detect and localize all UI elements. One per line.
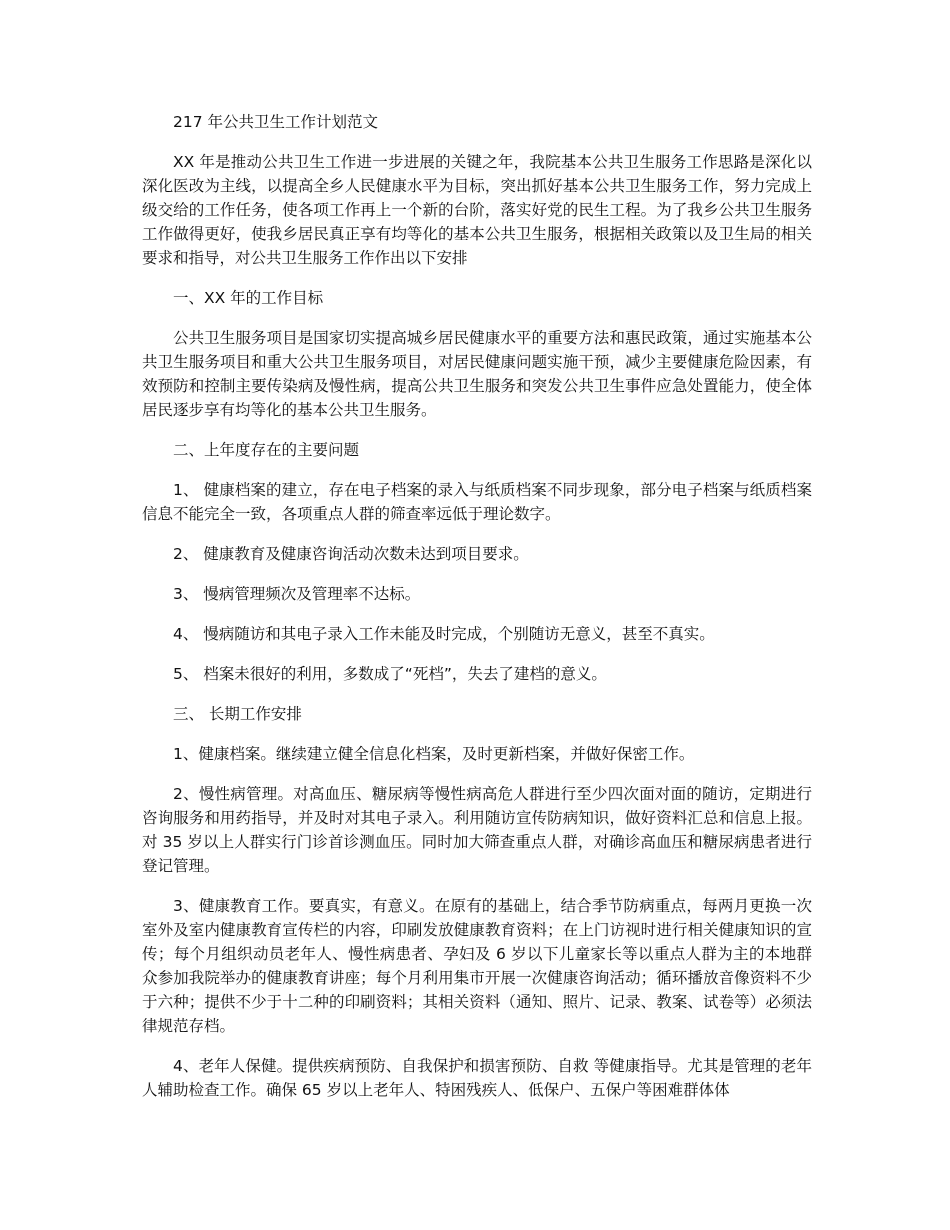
section-heading-problems: 二、上年度存在的主要问题: [173, 441, 360, 459]
plan-item-2: 2、慢性病管理。对高血压、糖尿病等慢性病高危人群进行至少四次面对面的随访，定期进行咨询服务和用药指导，并及时对其电子录入。利用随访宣传防病知识，做好资料汇总和信息上报。对 35 岁以上人群实行门诊首诊测血压。同时加大筛查重点人群，对确诊高血压和糖尿病患者进行登记管理。: [142, 785, 812, 875]
document-body: [142, 110, 812, 1118]
section-heading-goals: 一、XX 年的工作目标: [173, 289, 324, 307]
problem-item-5: 5、 档案未很好的利用，多数成了“死档”，失去了建档的意义。: [173, 665, 607, 683]
plan-item-4: 4、老年人保健。提供疾病预防、自我保护和损害预防、自救 等健康指导。尤其是管理的老年人辅助检查工作。确保 65 岁以上老年人、特困残疾人、低保户、五保户等困难群体体: [142, 1057, 812, 1099]
paragraph-goals: 公共卫生服务项目是国家切实提高城乡居民健康水平的重要方法和惠民政策，通过实施基本公共卫生服务项目和重大公共卫生服务项目，对居民健康问题实施干预，减少主要健康危险因素，有效预防和控制主要传染病及慢性病，提高公共卫生服务和突发公共卫生事件应急处置能力，使全体居民逐步享有均等化的基本公共卫生服务。: [142, 329, 812, 419]
plan-item-3: 3、健康教育工作。要真实，有意义。在原有的基础上，结合季节防病重点，每两月更换一次室外及室内健康教育宣传栏的内容，印刷发放健康教育资料；在上门访视时进行相关健康知识的宣传；每个月组织动员老年人、慢性病患者、孕妇及 6 岁以下儿童家长等以重点人群为主的本地群众参加我院举办的健康教育讲座；每个月利用集市开展一次健康咨询活动；循环播放音像资料不少于六种；提供不少于十二种的印刷资料；其相关资料（通知、照片、记录、教案、试卷等）必须法律规范存档。: [142, 897, 812, 1035]
problem-item-2: 2、 健康教育及健康咨询活动次数未达到项目要求。: [173, 545, 529, 563]
plan-item-1: 1、健康档案。继续建立健全信息化档案，及时更新档案，并做好保密工作。: [173, 745, 695, 763]
document-title: 217 年公共卫生工作计划范文: [173, 113, 379, 131]
problem-item-4: 4、 慢病随访和其电子录入工作未能及时完成，个别随访无意义，甚至不真实。: [173, 625, 715, 643]
paragraph-intro: XX 年是推动公共卫生工作进一步进展的关键之年，我院基本公共卫生服务工作思路是深化以深化医改为主线，以提高全乡人民健康水平为目标，突出抓好基本公共卫生服务工作，努力完成上级交给的工作任务，使各项工作再上一个新的台阶，落实好党的民生工程。为了我乡公共卫生服务工作做得更好，使我乡居民真正享有均等化的基本公共卫生服务，根据相关政策以及卫生局的相关要求和指导，对公共卫生服务工作作出以下安排: [142, 153, 812, 267]
section-heading-plan: 三、 长期工作安排: [173, 705, 302, 723]
problem-item-3: 3、 慢病管理频次及管理率不达标。: [173, 585, 421, 603]
problem-item-1: 1、 健康档案的建立，存在电子档案的录入与纸质档案不同步现象，部分电子档案与纸质档案信息不能完全一致，各项重点人群的筛查率远低于理论数字。: [142, 481, 812, 523]
